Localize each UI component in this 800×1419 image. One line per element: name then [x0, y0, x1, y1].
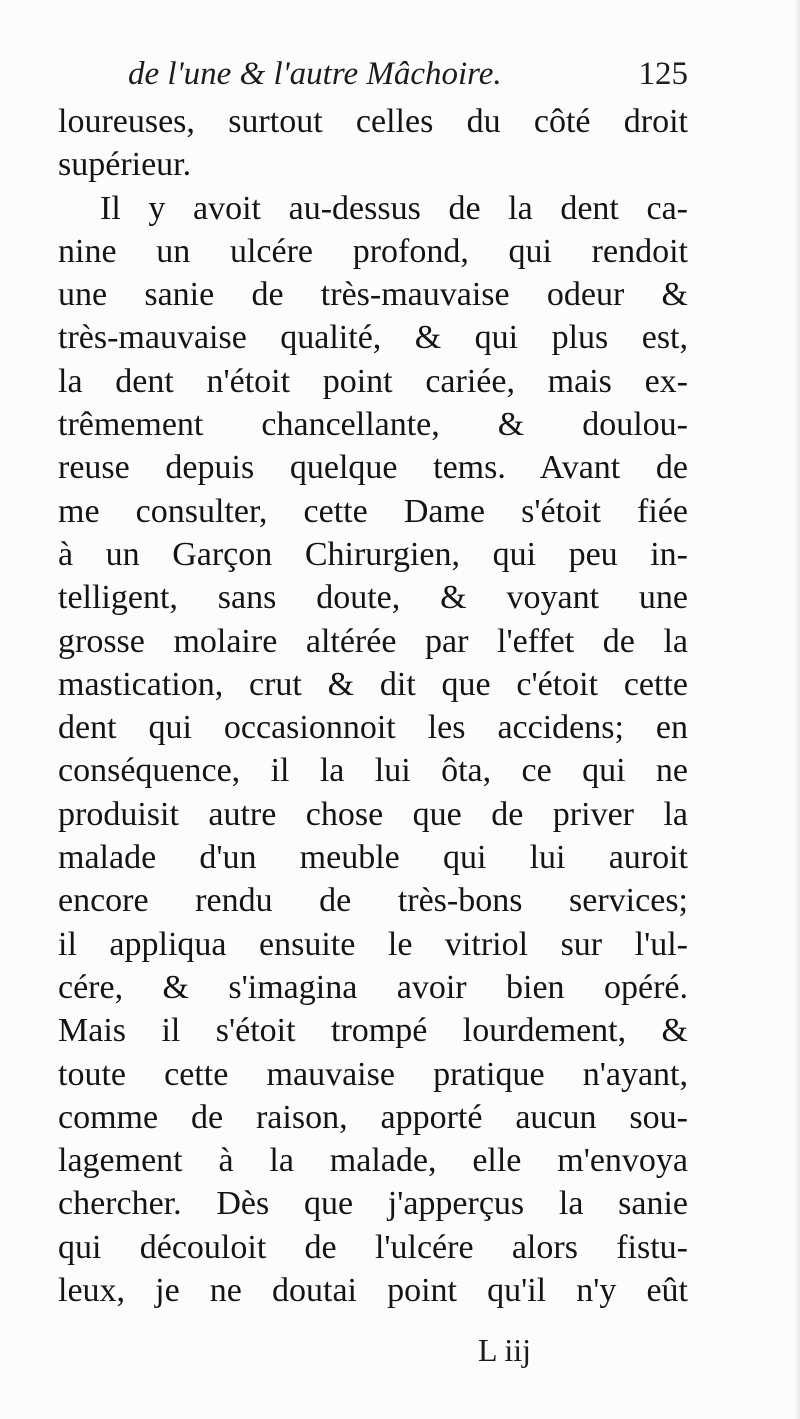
text-line: malade d'un meuble qui lui auroit — [58, 839, 688, 877]
running-head: de l'une & l'autre Mâchoire. — [128, 56, 502, 92]
text-line: toute cette mauvaise pratique n'ayant, — [58, 1055, 688, 1093]
text-line: à un Garçon Chirurgien, qui peu in- — [58, 535, 688, 573]
text-line: une sanie de très-mauvaise odeur & — [58, 276, 688, 314]
text-line: dent qui occasionnoit les accidens; en — [58, 709, 688, 747]
text-line: me consulter, cette Dame s'étoit fiée — [58, 492, 688, 530]
text-line: trêmement chancellante, & doulou- — [58, 406, 688, 444]
page-header — [128, 52, 688, 96]
text-line: cére, & s'imagina avoir bien opéré. — [58, 968, 688, 1006]
text-line: comme de raison, apporté aucun sou- — [58, 1098, 688, 1136]
text-line: Mais il s'étoit trompé lourdement, & — [58, 1012, 688, 1050]
text-line: produisit autre chose que de priver la — [58, 795, 688, 833]
text-line: telligent, sans doute, & voyant une — [58, 579, 688, 617]
text-line: chercher. Dès que j'apperçus la sanie — [58, 1185, 688, 1223]
page-number: 125 — [638, 56, 688, 92]
text-line: leux, je ne doutai point qu'il n'y eût — [58, 1272, 688, 1310]
text-line: grosse molaire altérée par l'effet de la — [58, 622, 688, 660]
text-line: Il y avoit au-dessus de la dent ca- — [100, 189, 688, 227]
text-line: la dent n'étoit point cariée, mais ex- — [58, 362, 688, 400]
page-edge-shadow — [794, 0, 800, 1419]
text-line: lagement à la malade, elle m'envoya — [58, 1142, 688, 1180]
text-line: encore rendu de très-bons services; — [58, 882, 688, 920]
text-line: supérieur. — [58, 146, 192, 184]
text-line: il appliqua ensuite le vitriol sur l'ul- — [58, 925, 688, 963]
text-line: nine un ulcére profond, qui rendoit — [58, 232, 688, 270]
text-line: très-mauvaise qualité, & qui plus est, — [58, 319, 688, 357]
text-line: mastication, crut & dit que c'étoit cette — [58, 665, 688, 703]
body-text — [58, 100, 688, 1312]
text-line: conséquence, il la lui ôta, ce qui ne — [58, 752, 688, 790]
text-line: qui découloit de l'ulcére alors fistu- — [58, 1228, 688, 1266]
text-line: reuse depuis quelque tems. Avant de — [58, 449, 688, 487]
signature-mark: L iij — [478, 1332, 532, 1368]
text-line: loureuses, surtout celles du côté droit — [58, 103, 688, 140]
